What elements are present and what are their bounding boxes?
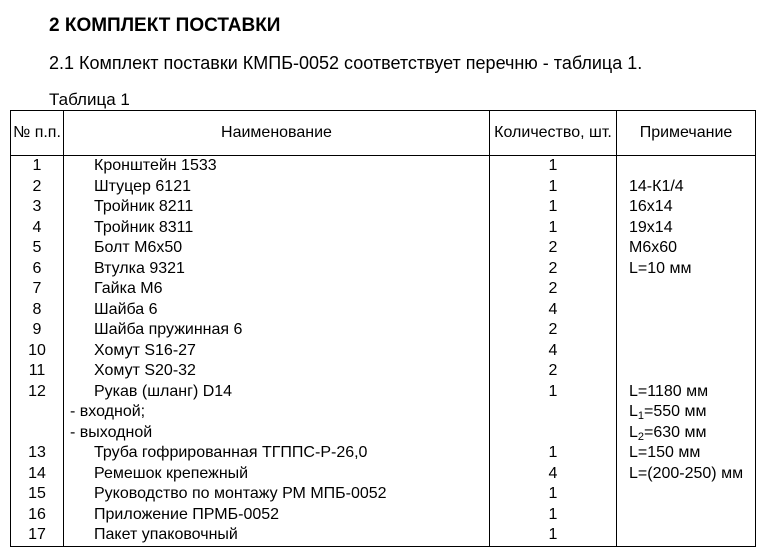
cell-note: L=10 мм [617, 259, 756, 280]
table-row [11, 464, 756, 485]
cell-qty [490, 423, 617, 444]
table-row [11, 443, 756, 464]
table-row [11, 279, 756, 300]
note-subscript: 1 [637, 410, 645, 422]
cell-qty: 1 [490, 505, 617, 526]
cell-num: 13 [11, 443, 64, 464]
cell-num: 14 [11, 464, 64, 485]
cell-num: 16 [11, 505, 64, 526]
table-row [11, 423, 756, 444]
cell-num: 7 [11, 279, 64, 300]
cell-qty: 2 [490, 238, 617, 259]
cell-note [617, 341, 756, 362]
cell-qty: 4 [490, 341, 617, 362]
cell-qty: 1 [490, 382, 617, 403]
cell-qty: 1 [490, 218, 617, 239]
cell-qty: 2 [490, 259, 617, 280]
cell-num: 4 [11, 218, 64, 239]
cell-note: 19х14 [617, 218, 756, 239]
cell-name: Пакет упаковочный [64, 525, 490, 546]
cell-qty: 1 [490, 197, 617, 218]
cell-num: 12 [11, 382, 64, 403]
note-text: L [629, 403, 638, 420]
cell-note [617, 320, 756, 341]
cell-note [617, 361, 756, 382]
table-row [11, 341, 756, 362]
cell-name: Шайба пружинная 6 [64, 320, 490, 341]
cell-qty: 1 [490, 525, 617, 546]
cell-name: Труба гофрированная ТГППС-Р-26,0 [64, 443, 490, 464]
table-row [11, 218, 756, 239]
cell-name: - выходной [64, 423, 490, 444]
cell-note [617, 279, 756, 300]
table-row [11, 402, 756, 423]
table-header-row [11, 111, 756, 156]
table-row [11, 259, 756, 280]
cell-note [617, 156, 756, 177]
cell-name: Руководство по монтажу РМ МПБ-0052 [64, 484, 490, 505]
cell-qty: 2 [490, 320, 617, 341]
table-row [11, 238, 756, 259]
cell-name: Штуцер 6121 [64, 177, 490, 198]
cell-note [617, 300, 756, 321]
cell-num [11, 423, 64, 444]
table-row [11, 382, 756, 403]
cell-name: Втулка 9321 [64, 259, 490, 280]
cell-name: Шайба 6 [64, 300, 490, 321]
cell-qty: 1 [490, 177, 617, 198]
table-row [11, 484, 756, 505]
note-text: L [629, 423, 638, 441]
cell-name: Болт М6х50 [64, 238, 490, 259]
cell-num: 11 [11, 361, 64, 382]
cell-num: 8 [11, 300, 64, 321]
table-row [11, 320, 756, 341]
delivery-set-table [10, 110, 756, 547]
note-subscript: 2 [637, 430, 645, 443]
cell-name: Тройник 8311 [64, 218, 490, 239]
table-row [11, 156, 756, 177]
cell-note: L=(200-250) мм [617, 464, 756, 485]
cell-num: 5 [11, 238, 64, 259]
cell-name: Ремешок крепежный [64, 464, 490, 485]
cell-note: 14-К1/4 [617, 177, 756, 198]
section-heading: 2 КОМПЛЕКТ ПОСТАВКИ [49, 15, 281, 36]
cell-note: L=1180 мм [617, 382, 756, 403]
note-rest: =550 мм [644, 403, 707, 420]
cell-note: L=150 мм [617, 443, 756, 464]
cell-qty: 1 [490, 156, 617, 177]
cell-name: Хомут S20-32 [64, 361, 490, 382]
cell-note [617, 525, 756, 546]
note-rest: =630 мм [644, 423, 707, 441]
cell-qty [490, 402, 617, 423]
cell-num: 9 [11, 320, 64, 341]
cell-num: 3 [11, 197, 64, 218]
cell-qty: 1 [490, 443, 617, 464]
table-body [11, 156, 756, 547]
cell-name: - входной; [64, 402, 490, 423]
cell-num: 10 [11, 341, 64, 362]
table-row [11, 361, 756, 382]
table-row [11, 300, 756, 321]
cell-num: 17 [11, 525, 64, 546]
cell-note [617, 423, 756, 444]
table-caption: Таблица 1 [49, 90, 130, 109]
header-note: Примечание [617, 111, 756, 156]
cell-note: М6х60 [617, 238, 756, 259]
cell-note: 16х14 [617, 197, 756, 218]
header-name: Наименование [64, 111, 490, 156]
cell-note [617, 402, 756, 423]
table-row [11, 197, 756, 218]
intro-paragraph: 2.1 Комплект поставки КМПБ-0052 соответствует перечню - таблица 1. [49, 53, 643, 73]
table-row [11, 505, 756, 526]
cell-qty: 4 [490, 464, 617, 485]
cell-qty: 4 [490, 300, 617, 321]
cell-num: 6 [11, 259, 64, 280]
table-row [11, 177, 756, 198]
header-qty: Количество, шт. [490, 111, 617, 156]
cell-num [11, 402, 64, 423]
cell-num: 2 [11, 177, 64, 198]
table-row [11, 525, 756, 546]
cell-note [617, 484, 756, 505]
cell-num: 1 [11, 156, 64, 177]
cell-name: Гайка М6 [64, 279, 490, 300]
cell-note [617, 505, 756, 526]
cell-name: Тройник 8211 [64, 197, 490, 218]
cell-qty: 1 [490, 484, 617, 505]
cell-qty: 2 [490, 279, 617, 300]
header-num: № п.п. [11, 111, 64, 156]
cell-name: Хомут S16-27 [64, 341, 490, 362]
cell-qty: 2 [490, 361, 617, 382]
cell-name: Кронштейн 1533 [64, 156, 490, 177]
cell-name: Приложение ПРМБ-0052 [64, 505, 490, 526]
cell-name: Рукав (шланг) D14 [64, 382, 490, 403]
cell-num: 15 [11, 484, 64, 505]
